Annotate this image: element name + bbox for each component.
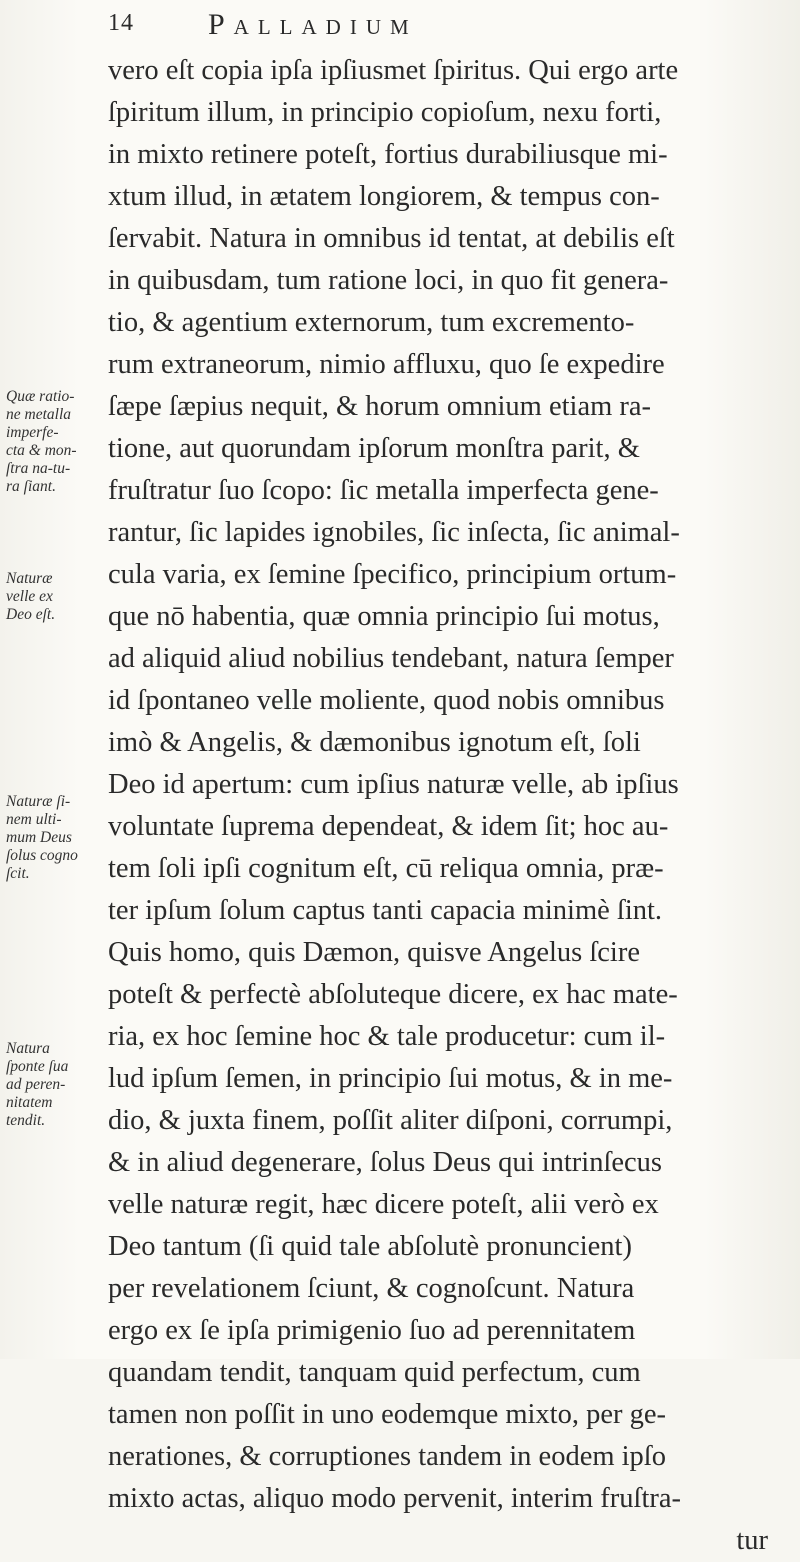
text-line: vero eſt copia ipſa ipſiusmet ſpiritus. Qui ergo arte xyxy=(108,55,679,86)
margin-note-line: nitatem xyxy=(6,1094,53,1111)
running-title: Palladium xyxy=(208,8,418,41)
margin-note-line: ne metalla xyxy=(6,406,71,423)
text-line: mixto actas, aliquo modo pervenit, interim fruſtra- xyxy=(108,1483,682,1514)
text-line: nerationes, & corruptiones tandem in eodem ipſo xyxy=(108,1441,666,1472)
page-number: 14 xyxy=(108,10,134,36)
margin-note-line: velle ex xyxy=(6,588,53,605)
text-line: tem ſoli ipſi cognitum eſt, cū reliqua omnia, præ- xyxy=(108,853,664,884)
margin-note-line: ſcit. xyxy=(6,865,30,882)
text-line: ria, ex hoc ſemine hoc & tale producetur: cum il- xyxy=(108,1021,666,1052)
margin-note-line: cta & mon- xyxy=(6,442,77,459)
margin-note-line: Naturæ xyxy=(6,570,53,587)
text-line: rantur, ſic lapides ignobiles, ſic inſecta, ſic animal- xyxy=(108,517,680,548)
text-line: ſervabit. Natura in omnibus id tentat, at debilis eſt xyxy=(108,223,675,254)
margin-note-line: tendit. xyxy=(6,1112,46,1129)
text-line: voluntate ſuprema dependeat, & idem ſit; hoc au- xyxy=(108,811,669,842)
margin-note-finem xyxy=(6,793,102,883)
text-line: ſpiritum illum, in principio copioſum, nexu forti, xyxy=(108,97,662,128)
text-line: quandam tendit, tanquam quid perfectum, cum xyxy=(108,1357,641,1388)
text-line: tione, aut quorundam ipſorum monſtra parit, & xyxy=(108,433,640,464)
margin-note-line: ſtra na-tu- xyxy=(6,460,71,477)
text-line: id ſpontaneo velle moliente, quod nobis omnibus xyxy=(108,685,665,716)
text-line: cula varia, ex ſemine ſpecifico, principium ortum- xyxy=(108,559,677,590)
margin-note-line: mum Deus xyxy=(6,829,72,846)
text-line: rum extraneorum, nimio affluxu, quo ſe expedire xyxy=(108,349,665,380)
margin-note-line: Naturæ ſi- xyxy=(6,793,71,810)
text-line: fruſtratur ſuo ſcopo: ſic metalla imperfecta gene- xyxy=(108,475,659,506)
margin-note-line: imperfe- xyxy=(6,424,59,441)
text-line: tamen non poſſit in uno eodemque mixto, per ge- xyxy=(108,1399,667,1430)
text-line: ſæpe ſæpius nequit, & horum omnium etiam ra- xyxy=(108,391,652,422)
margin-note-line: ſponte ſua xyxy=(6,1058,69,1075)
text-line: Deo tantum (ſi quid tale abſolutè pronuncient) xyxy=(108,1231,632,1262)
text-line: per revelationem ſciunt, & cognoſcunt. Natura xyxy=(108,1273,635,1304)
text-line: Quis homo, quis Dæmon, quisve Angelus ſcire xyxy=(108,937,640,968)
margin-note-line: ad peren- xyxy=(6,1076,66,1093)
margin-note-perennitatem xyxy=(6,1040,102,1130)
text-line: que nō habentia, quæ omnia principio ſui motus, xyxy=(108,601,660,632)
margin-note-line: Quæ ratio- xyxy=(6,388,75,405)
text-line: tio, & agentium externorum, tum excremento- xyxy=(108,307,635,338)
margin-note-line: Deo eſt. xyxy=(6,606,56,623)
page-header xyxy=(108,8,768,48)
margin-note-metalla xyxy=(6,388,102,496)
margin-note-line: ra ſiant. xyxy=(6,478,56,495)
text-line: dio, & juxta finem, poſſit aliter diſponi, corrumpi, xyxy=(108,1105,673,1136)
catchword: tur xyxy=(736,1525,768,1556)
text-line: ter ipſum ſolum captus tanti capacia minimè ſint. xyxy=(108,895,663,926)
text-line: xtum illud, in ætatem longiorem, & tempus con- xyxy=(108,181,660,212)
text-line: velle naturæ regit, hæc dicere poteſt, alii verò ex xyxy=(108,1189,659,1220)
margin-note-velle xyxy=(6,570,102,624)
text-line: ad aliquid aliud nobilius tendebant, natura ſemper xyxy=(108,643,674,674)
text-line: poteſt & perfectè abſoluteque dicere, ex hac mate- xyxy=(108,979,678,1010)
margin-note-line: nem ulti- xyxy=(6,811,62,828)
margin-note-line: Natura xyxy=(6,1040,50,1057)
text-line: ergo ex ſe ipſa primigenio ſuo ad perennitatem xyxy=(108,1315,636,1346)
text-line: imò & Angelis, & dæmonibus ignotum eſt, ſoli xyxy=(108,727,641,758)
margin-note-line: ſolus cogno xyxy=(6,847,78,864)
text-line: lud ipſum ſemen, in principio ſui motus, & in me- xyxy=(108,1063,673,1094)
body-text xyxy=(108,50,788,1562)
text-line: in mixto retinere poteſt, fortius durabiliusque mi- xyxy=(108,139,668,170)
text-line: in quibusdam, tum ratione loci, in quo fit genera- xyxy=(108,265,669,296)
text-line: & in aliud degenerare, ſolus Deus qui intrinſecus xyxy=(108,1147,663,1178)
text-line: Deo id apertum: cum ipſius naturæ velle, ab ipſius xyxy=(108,769,679,800)
